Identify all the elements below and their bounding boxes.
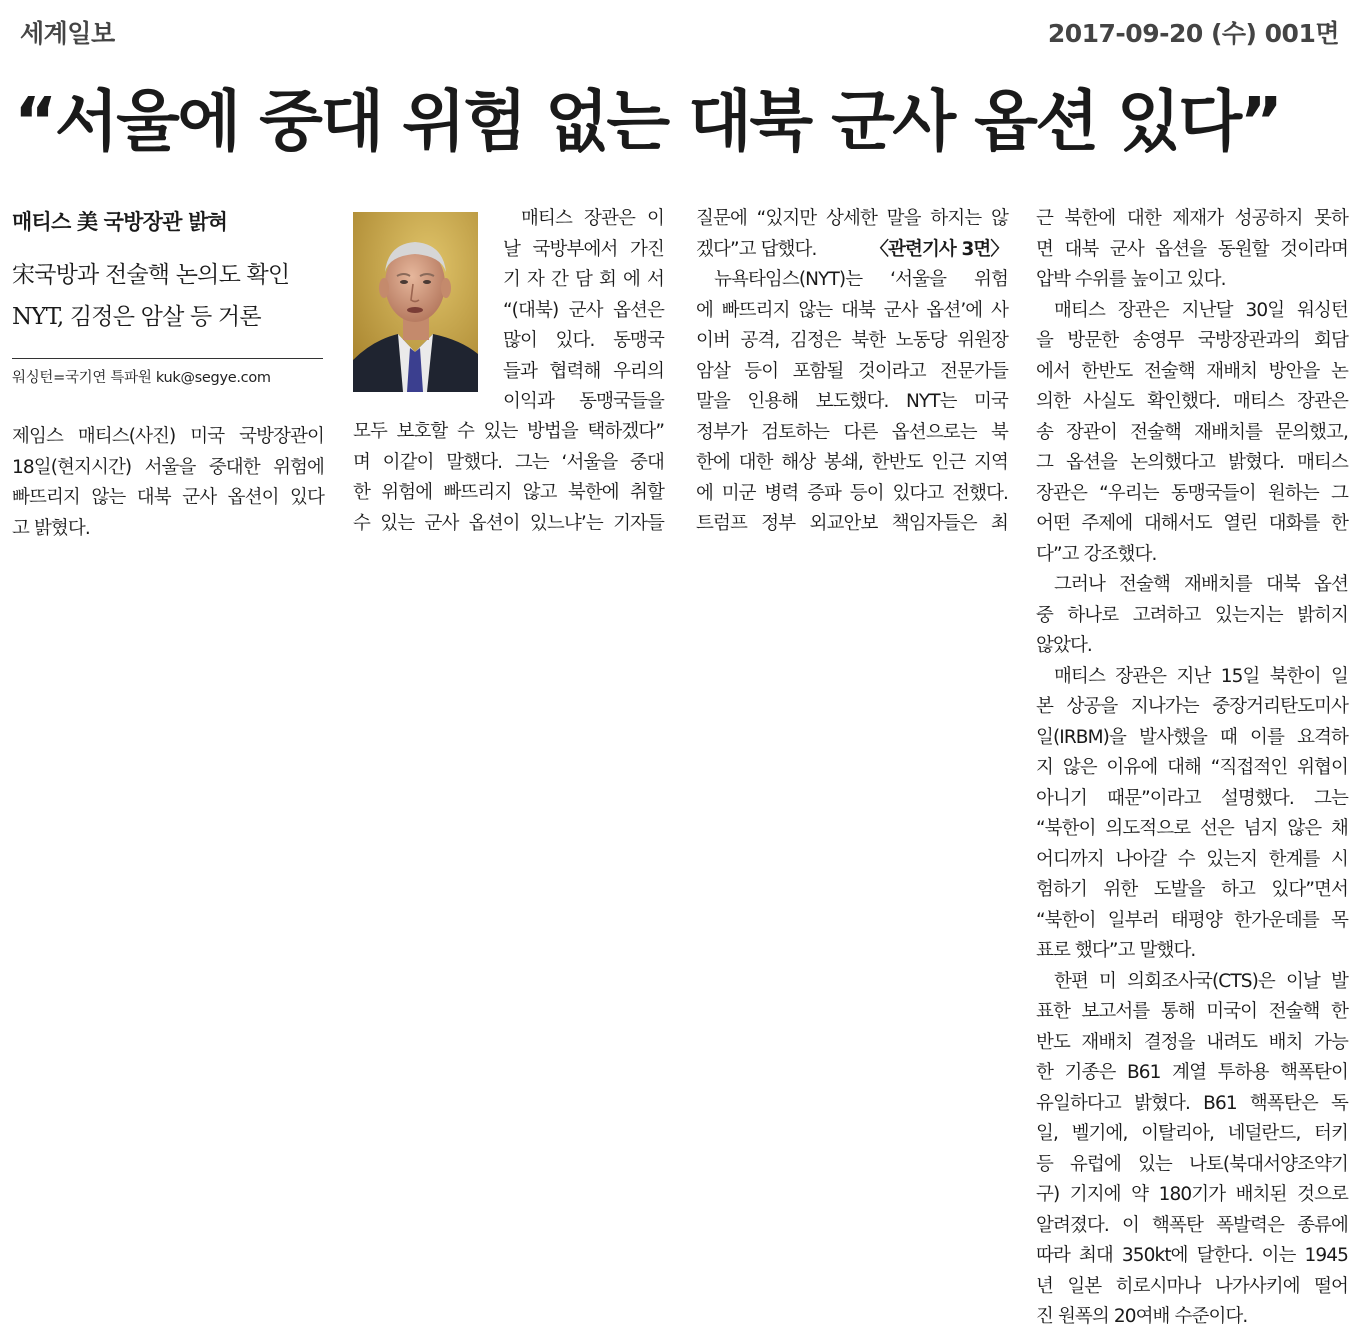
text-line: 날 국방부에서 가진 <box>503 238 664 260</box>
text-line: 표한 보고서를 통해 미국이 전술핵 한 <box>1036 1001 1348 1022</box>
text-line: 말을 인용해 보도했다. NYT는 미국 <box>696 391 1008 412</box>
text-line: 의한 사실도 확인했다. 매티스 장관은 <box>1036 391 1348 412</box>
text-line: 매티스 장관은 이 <box>521 208 664 229</box>
text-line: 한 위험에 빠뜨리지 않고 북한에 취할 <box>353 482 664 503</box>
text-line: 모두 보호할 수 있는 방법을 택하겠다” <box>353 421 664 442</box>
text-line-segment: 겠다”고 답했다. <box>696 238 817 260</box>
text-line: 한편 미 의회조사국(CTS)은 이날 발 <box>1054 970 1348 992</box>
text-line: 제임스 매티스(사진) 미국 국방장관이 <box>12 426 324 447</box>
byline-rule <box>12 358 323 359</box>
text-line: 아니기 때문”이라고 설명했다. 그는 <box>1036 787 1348 809</box>
text-line: 이버 공격, 김정은 북한 노동당 위원장 <box>696 330 1008 351</box>
text-line: 일(IRBM)을 발사했을 때 이를 요격하 <box>1036 726 1348 748</box>
text-line: 반도 재배치 결정을 내려도 배치 가능 <box>1036 1031 1348 1053</box>
text-line: 따라 최대 350kt에 달한다. 이는 1945 <box>1036 1245 1348 1266</box>
text-line: 등 유럽에 있는 나토(북대서양조약기 <box>1036 1153 1348 1175</box>
headline: “서울에 중대 위험 없는 대북 군사 옵션 있다” <box>14 83 1281 160</box>
text-line: 유일하다고 밝혔다. B61 핵폭탄은 독 <box>1036 1092 1348 1114</box>
text-line: 그 옵션을 논의했다고 밝혔다. 매티스 <box>1036 452 1348 473</box>
article-column-2-below-photo <box>353 417 664 539</box>
text-line: 그러나 전술핵 재배치를 대북 옵션 <box>1054 574 1348 595</box>
text-line: 매티스 장관은 지난달 30일 워싱턴 <box>1054 299 1348 321</box>
text-line: 일, 벨기에, 이탈리아, 네덜란드, 터키 <box>1036 1123 1348 1144</box>
text-line: 면 대북 군사 옵션을 동원할 것이라며 <box>1036 238 1348 260</box>
text-line: 기 자 간 담 회 에 서 <box>503 269 664 290</box>
text-line: 트럼프 정부 외교안보 책임자들은 최 <box>696 513 1008 534</box>
text-line: 압박 수위를 높이고 있다. <box>1036 269 1226 290</box>
portrait-photo <box>353 212 478 392</box>
text-line: 알려졌다. 이 핵폭탄 폭발력은 종류에 <box>1036 1214 1348 1236</box>
text-line: 어떤 주제에 대해서도 열린 대화를 한 <box>1036 513 1348 534</box>
text-line: 며 이같이 말했다. 그는 ‘서울을 중대 <box>353 451 664 473</box>
article-column-2-beside-photo <box>503 204 664 418</box>
text-line: 고 밝혔다. <box>12 517 90 539</box>
text-line: 장관은 “우리는 동맹국들이 원하는 그 <box>1036 482 1348 504</box>
publication-name: 세계일보 <box>20 19 115 48</box>
text-line: 표로 했다”고 말했다. <box>1036 940 1196 961</box>
article-column-3 <box>696 204 1008 540</box>
text-line: 수 있는 군사 옵션이 있느냐’는 기자들 <box>353 512 664 534</box>
text-line: 들과 협력해 우리의 <box>503 360 664 382</box>
text-line: 빠뜨리지 않는 대북 군사 옵션이 있다 <box>12 487 324 508</box>
byline: 워싱턴=국기연 특파원 kuk@segye.com <box>12 370 271 386</box>
article-column-4 <box>1036 204 1348 1333</box>
text-line: 에서 한반도 전술핵 재배치 방안을 논 <box>1036 360 1348 382</box>
article-column-1 <box>12 422 324 544</box>
text-line: 어디까지 나아갈 수 있는지 한계를 시 <box>1036 848 1348 870</box>
text-line: 질문에 “있지만 상세한 말을 하지는 않 <box>696 208 1008 229</box>
text-line: 에 빠뜨리지 않는 대북 군사 옵션’에 사 <box>696 299 1008 321</box>
subhead-2: 宋국방과 전술핵 논의도 확인 <box>12 262 290 288</box>
text-line: 송 장관이 전술핵 재배치를 문의했고, <box>1036 421 1348 443</box>
text-line: 한에 대한 해상 봉쇄, 한반도 인근 지역 <box>696 452 1008 473</box>
text-line: 중 하나로 고려하고 있는지는 밝히지 <box>1036 604 1348 626</box>
text-line: 진 원폭의 20여배 수준이다. <box>1036 1306 1248 1327</box>
text-line <box>696 235 1008 266</box>
text-line: 을 방문한 송영무 국방장관과의 회담 <box>1036 330 1348 351</box>
text-line: 다”고 강조했다. <box>1036 543 1157 565</box>
text-line: 에 미군 병력 증파 등이 있다고 전했다. <box>696 482 1008 504</box>
text-line: 지 않은 이유에 대해 “직접적인 위협이 <box>1036 757 1348 778</box>
text-line: 본 상공을 지나가는 중장거리탄도미사 <box>1036 696 1348 717</box>
text-line: 많이 있다. 동맹국 <box>503 330 664 351</box>
text-line: 않았다. <box>1036 635 1092 656</box>
subhead-1: 매티스 美 국방장관 밝혀 <box>12 210 228 234</box>
text-line: 매티스 장관은 지난 15일 북한이 일 <box>1054 665 1348 687</box>
subhead-3: NYT, 김정은 암살 등 거론 <box>12 304 261 330</box>
text-line: “(대북) 군사 옵션은 <box>503 299 664 321</box>
text-line: 한 기종은 B61 계열 투하용 핵폭탄이 <box>1036 1062 1348 1083</box>
text-line: 18일(현지시간) 서울을 중대한 위험에 <box>12 456 324 478</box>
text-line: 이익과 동맹국들을 <box>503 391 664 412</box>
text-line: “북한이 의도적으로 선은 넘지 않은 채 <box>1036 818 1348 839</box>
text-line: 암살 등이 포함될 것이라고 전문가들 <box>696 360 1008 382</box>
text-line: 험하기 위한 도발을 하고 있다”면서 <box>1036 879 1348 900</box>
publication-date: 2017-09-20 (수) 001면 <box>1047 19 1339 48</box>
text-line: 정부가 검토하는 다른 옵션으로는 북 <box>696 421 1008 443</box>
text-line: 년 일본 히로시마나 나가사키에 떨어 <box>1036 1275 1348 1297</box>
text-line: 구) 기지에 약 180기가 배치된 것으로 <box>1036 1184 1348 1205</box>
text-line: 뉴욕타임스(NYT)는 ‘서울을 위험 <box>714 269 1008 290</box>
related-article-ref[interactable]: 〈관련기사 3면〉 <box>870 238 1008 260</box>
text-line: “북한이 일부러 태평양 한가운데를 목 <box>1036 909 1348 931</box>
text-line: 근 북한에 대한 제재가 성공하지 못하 <box>1036 208 1348 229</box>
